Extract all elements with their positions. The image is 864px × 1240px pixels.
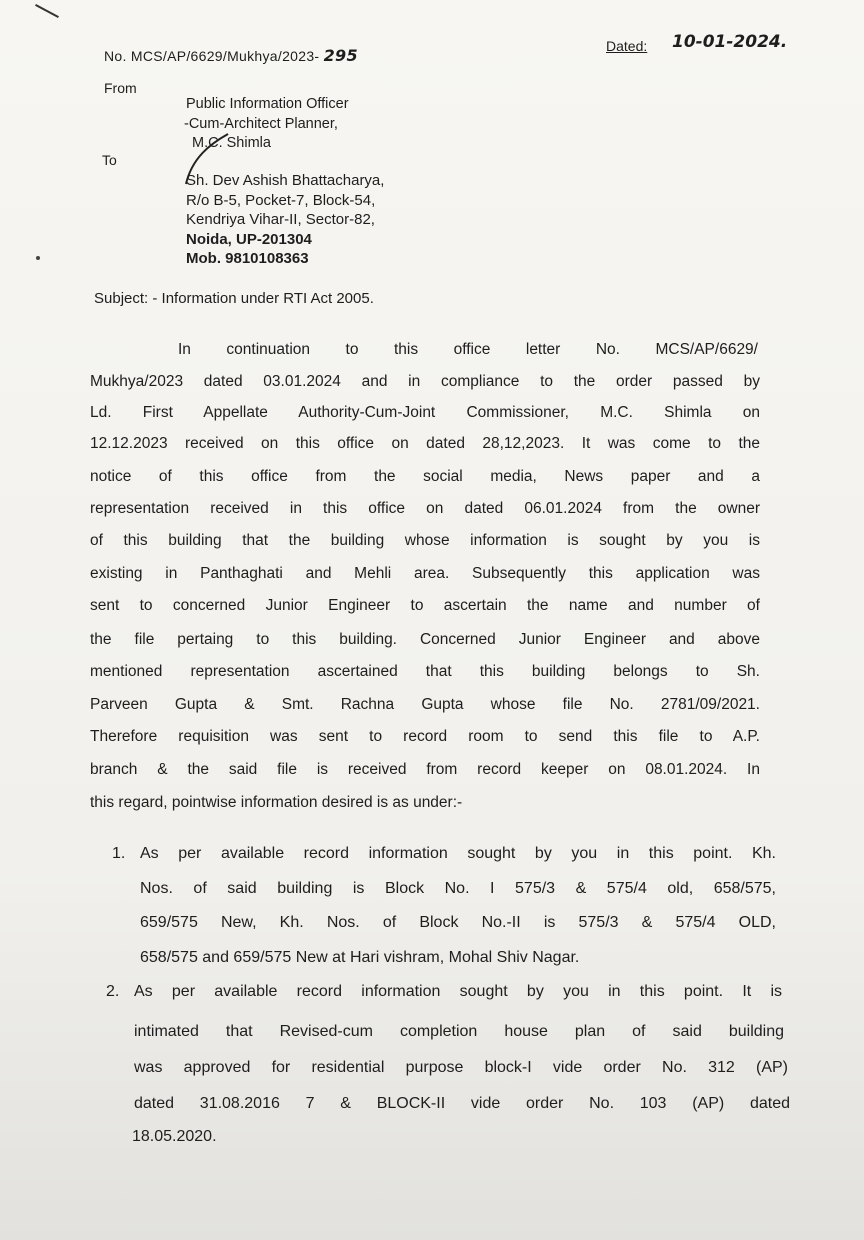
scan-speck — [36, 256, 40, 260]
body-line: this regard, pointwise information desired is as under:- — [90, 794, 463, 811]
from-line: M.C. Shimla — [192, 135, 271, 151]
to-line: Sh. Dev Ashish Bhattacharya, — [186, 172, 385, 189]
body-line: Ld. First Appellate Authority-Cum-Joint Commissioner, M.C. Shimla on — [90, 404, 760, 421]
to-line: Mob. 9810108363 — [186, 250, 309, 267]
point-line: dated 31.08.2016 7 & BLOCK-II vide order No. 103 (AP) dated — [134, 1095, 790, 1112]
point-line: 658/575 and 659/575 New at Hari vishram, Mohal Shiv Nagar. — [140, 949, 580, 966]
to-line: R/o B-5, Pocket-7, Block-54, — [186, 192, 376, 209]
corner-mark — [35, 4, 59, 18]
to-line: Noida, UP-201304 — [186, 231, 312, 248]
body-line: notice of this office from the social media, News paper and a — [90, 468, 760, 485]
point-line: Nos. of said building is Block No. I 575/3 & 575/4 old, 658/575, — [140, 880, 776, 897]
from-line: Public Information Officer — [186, 96, 349, 112]
point-number: 1. — [112, 845, 126, 862]
body-line: mentioned representation ascertained that this building belongs to Sh. — [90, 663, 760, 680]
from-label: From — [104, 80, 137, 96]
body-line: representation received in this office on dated 06.01.2024 from the owner — [90, 500, 760, 517]
body-line: Parveen Gupta & Smt. Rachna Gupta whose file No. 2781/09/2021. — [90, 696, 760, 713]
dated-label: Dated: — [606, 38, 648, 54]
body-line: of this building that the building whose information is sought by you is — [90, 532, 760, 549]
point-line: 659/575 New, Kh. Nos. of Block No.-II is 575/3 & 575/4 OLD, — [140, 914, 776, 931]
body-line: existing in Panthaghati and Mehli area. Subsequently this application was — [90, 565, 760, 582]
point-line: As per available record information sought by you in this point. It is — [134, 983, 782, 1000]
dated-value: 10-01-2024. — [672, 32, 788, 52]
to-line: Kendriya Vihar-II, Sector-82, — [186, 211, 375, 228]
body-line: 12.12.2023 received on this office on dated 28,12,2023. It was come to the — [90, 435, 760, 452]
from-line: -Cum-Architect Planner, — [184, 116, 338, 132]
point-line: intimated that Revised-cum completion house plan of said building — [134, 1023, 784, 1040]
point-line: was approved for residential purpose block-I vide order No. 312 (AP) — [134, 1059, 788, 1076]
point-line: 18.05.2020. — [132, 1128, 217, 1145]
body-line: In continuation to this office letter No. MCS/AP/6629/ — [178, 341, 758, 358]
body-line: the file pertaing to this building. Concerned Junior Engineer and above — [90, 631, 760, 648]
reference-handwritten: 295 — [323, 46, 358, 65]
reference-number-text: No. MCS/AP/6629/Mukhya/2023- — [104, 48, 320, 64]
point-line: As per available record information sought by you in this point. Kh. — [140, 845, 776, 862]
body-line: sent to concerned Junior Engineer to ascertain the name and number of — [90, 597, 760, 614]
body-line: Therefore requisition was sent to record room to send this file to A.P. — [90, 728, 760, 745]
reference-number — [104, 46, 358, 65]
subject-line: Subject: - Information under RTI Act 2005. — [94, 290, 374, 307]
body-line: branch & the said file is received from record keeper on 08.01.2024. In — [90, 761, 760, 778]
to-label: To — [102, 152, 117, 168]
body-line: Mukhya/2023 dated 03.01.2024 and in compliance to the order passed by — [90, 373, 760, 390]
point-number: 2. — [106, 983, 120, 1000]
